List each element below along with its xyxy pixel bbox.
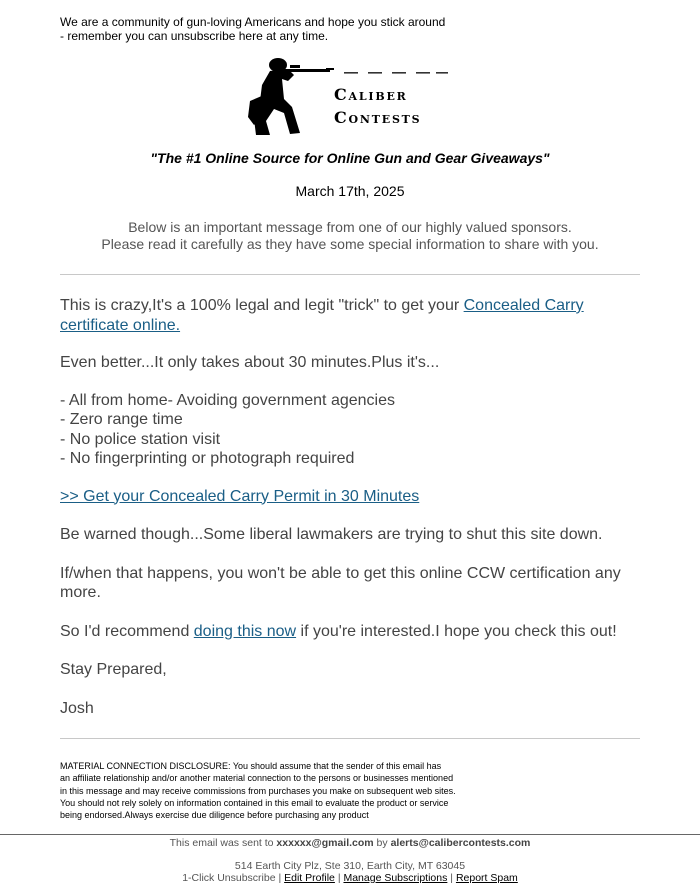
paragraph-intro: This is crazy,It's a 100% legal and legit "trick" to get your Concealed Carry certificate online.	[60, 297, 584, 334]
paragraph-warning: Be warned though...Some liberal lawmakers are trying to shut this site down.	[60, 526, 603, 543]
footer-links: 1-Click Unsubscribe | Edit Profile | Manage Subscriptions | Report Spam	[182, 872, 518, 884]
date: March 17th, 2025	[295, 183, 405, 199]
paragraph-even-better: Even better...It only takes about 30 minutes.Plus it's...	[60, 354, 440, 371]
divider-bottom	[60, 738, 640, 739]
disclosure-line: an affiliate relationship and/or another material connection to the persons or businesses mentioned	[60, 773, 454, 784]
sponsor-notice	[0, 219, 700, 253]
cta-link[interactable]: >> Get your Concealed Carry Permit in 30 Minutes	[60, 487, 420, 505]
footer-sent-to: This email was sent to xxxxxx@gmail.com by alerts@calibercontests.com	[169, 837, 531, 849]
intro-text	[60, 15, 640, 43]
report-spam-link[interactable]: Report Spam	[455, 872, 518, 884]
benefits-list	[60, 391, 640, 469]
signoff: Stay Prepared,	[60, 661, 167, 678]
sender-email: alerts@calibercontests.com	[390, 837, 531, 849]
signature: Josh	[60, 699, 94, 717]
message-body	[60, 296, 640, 718]
list-item: - No police station visit	[60, 430, 221, 448]
sponsor-line-2: Please read it carefully as they have some special information to share with you.	[101, 236, 599, 252]
paragraph-recommend: So I'd recommend doing this now if you're interested.I hope you check this out!	[60, 622, 617, 640]
intro-line-2: - remember you can unsubscribe here at any time.	[60, 29, 329, 43]
list-item: - All from home- Avoiding government agencies	[60, 391, 395, 409]
manage-subscriptions-link[interactable]: Manage Subscriptions	[343, 872, 448, 884]
edit-profile-link[interactable]: Edit Profile	[284, 872, 335, 884]
disclosure-line: in this message and may receive commissions from purchases you make on subsequent web sites.	[60, 785, 456, 796]
sponsor-line-1: Below is an important message from one of our highly valued sponsors.	[128, 219, 572, 235]
disclosure-line: being endorsed.Always exercise due diligence before purchasing any product	[60, 810, 369, 821]
list-item: - Zero range time	[60, 411, 183, 428]
recipient-email: xxxxxx@gmail.com	[276, 837, 374, 849]
list-item: - No fingerprinting or photograph required	[60, 450, 355, 467]
divider-top	[60, 274, 640, 275]
footer-address: 514 Earth City Plz, Ste 310, Earth City, MT 63045	[234, 860, 466, 872]
unsubscribe-text: 1-Click Unsubscribe	[182, 872, 276, 884]
disclosure	[60, 760, 510, 821]
disclosure-line: You should not rely solely on information contained in this email to evaluate the product or service	[60, 797, 449, 808]
caliber-contests-logo	[248, 55, 458, 139]
logo-word-contests: Contests	[334, 108, 422, 127]
paragraph-shutdown: If/when that happens, you won't be able to get this online CCW certification any more.	[60, 564, 621, 601]
logo-word-caliber: Caliber	[334, 85, 408, 104]
soldier-rifle-icon	[248, 55, 458, 139]
concealed-carry-link[interactable]: Concealed Carry certificate online.	[60, 297, 584, 334]
disclosure-line: MATERIAL CONNECTION DISCLOSURE: You should assume that the sender of this email has	[60, 761, 442, 771]
tagline: "The #1 Online Source for Online Gun and Gear Giveaways"	[150, 150, 550, 166]
intro-line-1: We are a community of gun-loving Americans and hope you stick around	[60, 15, 446, 29]
doing-this-now-link[interactable]: doing this now	[193, 622, 297, 640]
footer-divider	[0, 834, 700, 835]
